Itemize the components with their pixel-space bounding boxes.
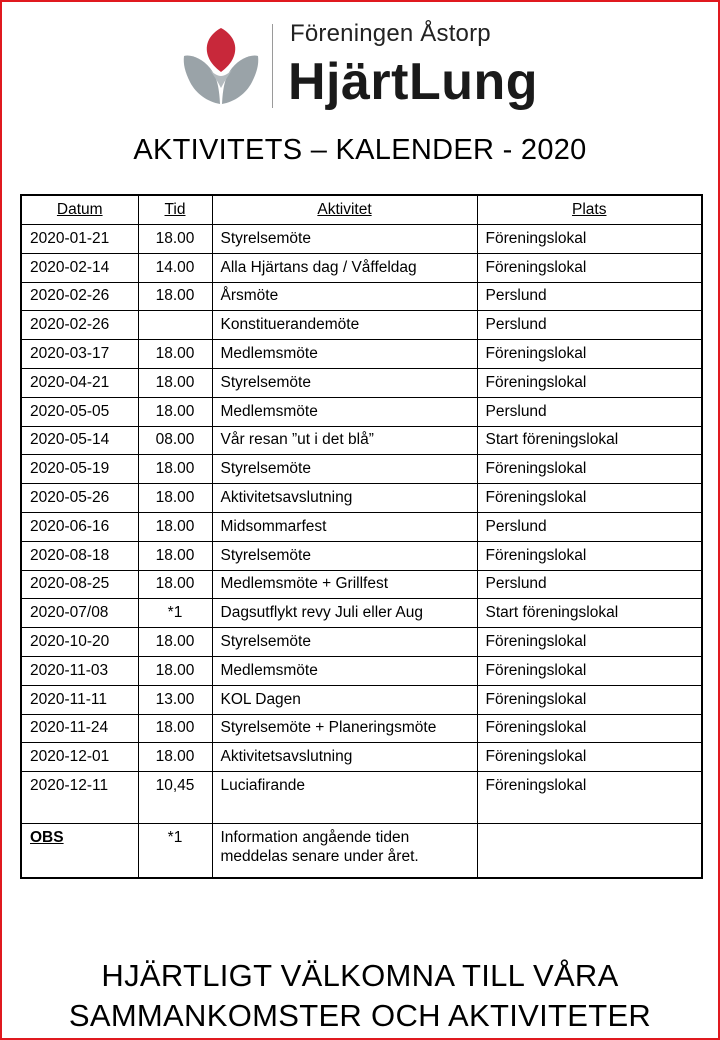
cell-aktivitet: Aktivitetsavslutning (212, 743, 477, 772)
table-row (21, 772, 702, 824)
table-row (21, 656, 702, 685)
table-row (21, 311, 702, 340)
footer-line1: HJÄRTLIGT VÄLKOMNA TILL VÅRA (101, 958, 619, 993)
table-row (21, 225, 702, 254)
obs-label-text: OBS (30, 829, 64, 847)
cell-tid: 18.00 (138, 541, 212, 570)
cell-plats: Start föreningslokal (477, 426, 702, 455)
cell-datum: 2020-08-25 (21, 570, 138, 599)
cell-aktivitet: Medlemsmöte (212, 397, 477, 426)
cell-tid (138, 311, 212, 340)
cell-tid: 18.00 (138, 484, 212, 513)
cell-aktivitet: Styrelsemöte (212, 628, 477, 657)
cell-datum: 2020-10-20 (21, 628, 138, 657)
table-row (21, 282, 702, 311)
cell-plats: Föreningslokal (477, 455, 702, 484)
cell-aktivitet: Luciafirande (212, 772, 477, 824)
cell-plats: Perslund (477, 397, 702, 426)
cell-tid: 18.00 (138, 628, 212, 657)
obs-row (21, 824, 702, 879)
cell-tid: 18.00 (138, 570, 212, 599)
activity-table (20, 194, 703, 879)
obs-note-line1: Information angående tiden (220, 829, 410, 847)
cell-plats: Föreningslokal (477, 714, 702, 743)
cell-tid: 18.00 (138, 512, 212, 541)
cell-aktivitet: Styrelsemöte (212, 541, 477, 570)
cell-datum: 2020-05-26 (21, 484, 138, 513)
cell-plats: Föreningslokal (477, 541, 702, 570)
cell-tid: 18.00 (138, 455, 212, 484)
cell-plats: Föreningslokal (477, 743, 702, 772)
table-header-row (21, 195, 702, 225)
cell-tid: 14.00 (138, 253, 212, 282)
cell-aktivitet: KOL Dagen (212, 685, 477, 714)
cell-datum: 2020-01-21 (21, 225, 138, 254)
header-tid: Tid (138, 195, 212, 225)
tulip-heart-icon (180, 20, 262, 108)
cell-aktivitet: Dagsutflykt revy Juli eller Aug (212, 599, 477, 628)
cell-plats: Föreningslokal (477, 685, 702, 714)
cell-plats: Perslund (477, 282, 702, 311)
cell-datum: 2020-05-05 (21, 397, 138, 426)
cell-aktivitet: Styrelsemöte + Planeringsmöte (212, 714, 477, 743)
logo (180, 16, 550, 112)
cell-datum: 2020-12-01 (21, 743, 138, 772)
cell-aktivitet: Midsommarfest (212, 512, 477, 541)
table-row (21, 570, 702, 599)
logo-divider (272, 24, 273, 108)
cell-plats: Perslund (477, 570, 702, 599)
cell-tid: 18.00 (138, 340, 212, 369)
cell-plats: Perslund (477, 311, 702, 340)
cell-plats: Föreningslokal (477, 340, 702, 369)
cell-tid: 10,45 (138, 772, 212, 824)
page-title: AKTIVITETS – KALENDER - 2020 (133, 134, 587, 166)
org-name: HjärtLung (288, 53, 539, 111)
cell-aktivitet: Medlemsmöte (212, 656, 477, 685)
table-row (21, 455, 702, 484)
table-row (21, 340, 702, 369)
cell-tid: 18.00 (138, 714, 212, 743)
header-aktivitet: Aktivitet (212, 195, 477, 225)
obs-tid: *1 (138, 824, 212, 879)
cell-aktivitet: Aktivitetsavslutning (212, 484, 477, 513)
cell-tid: *1 (138, 599, 212, 628)
cell-datum: 2020-02-14 (21, 253, 138, 282)
cell-plats: Perslund (477, 512, 702, 541)
welcome-footer (2, 956, 718, 1036)
cell-plats: Föreningslokal (477, 225, 702, 254)
cell-tid: 18.00 (138, 282, 212, 311)
cell-aktivitet: Styrelsemöte (212, 225, 477, 254)
cell-datum: 2020-11-11 (21, 685, 138, 714)
obs-label (21, 824, 138, 879)
cell-datum: 2020-07/08 (21, 599, 138, 628)
obs-plats (477, 824, 702, 879)
cell-datum: 2020-05-14 (21, 426, 138, 455)
table-row (21, 397, 702, 426)
cell-plats: Föreningslokal (477, 253, 702, 282)
cell-tid: 13.00 (138, 685, 212, 714)
cell-plats: Föreningslokal (477, 772, 702, 824)
table-row (21, 743, 702, 772)
table-row (21, 512, 702, 541)
cell-datum: 2020-02-26 (21, 282, 138, 311)
cell-aktivitet: Styrelsemöte (212, 368, 477, 397)
cell-tid: 18.00 (138, 368, 212, 397)
table-row (21, 368, 702, 397)
header-datum: Datum (21, 195, 138, 225)
obs-note (212, 824, 477, 879)
cell-aktivitet: Konstituerandemöte (212, 311, 477, 340)
header-plats: Plats (477, 195, 702, 225)
cell-datum: 2020-05-19 (21, 455, 138, 484)
cell-datum: 2020-12-11 (21, 772, 138, 824)
cell-datum: 2020-03-17 (21, 340, 138, 369)
table-row (21, 253, 702, 282)
org-subtitle: Föreningen Åstorp (290, 20, 491, 47)
cell-plats: Start föreningslokal (477, 599, 702, 628)
table-row (21, 685, 702, 714)
cell-tid: 08.00 (138, 426, 212, 455)
cell-plats: Föreningslokal (477, 628, 702, 657)
cell-tid: 18.00 (138, 656, 212, 685)
cell-aktivitet: Styrelsemöte (212, 455, 477, 484)
cell-datum: 2020-04-21 (21, 368, 138, 397)
cell-aktivitet: Medlemsmöte (212, 340, 477, 369)
cell-aktivitet: Medlemsmöte + Grillfest (212, 570, 477, 599)
cell-aktivitet: Alla Hjärtans dag / Våffeldag (212, 253, 477, 282)
obs-note-line2: meddelas senare under året. (220, 848, 419, 866)
table-row (21, 599, 702, 628)
table-row (21, 628, 702, 657)
cell-datum: 2020-11-24 (21, 714, 138, 743)
table-row (21, 426, 702, 455)
cell-datum: 2020-08-18 (21, 541, 138, 570)
cell-datum: 2020-06-16 (21, 512, 138, 541)
cell-aktivitet: Årsmöte (212, 282, 477, 311)
cell-datum: 2020-02-26 (21, 311, 138, 340)
cell-plats: Föreningslokal (477, 656, 702, 685)
cell-tid: 18.00 (138, 397, 212, 426)
table-row (21, 484, 702, 513)
cell-aktivitet: Vår resan ”ut i det blå” (212, 426, 477, 455)
cell-datum: 2020-11-03 (21, 656, 138, 685)
footer-line2: SAMMANKOMSTER OCH AKTIVITETER (68, 998, 652, 1033)
cell-plats: Föreningslokal (477, 484, 702, 513)
table-row (21, 714, 702, 743)
cell-tid: 18.00 (138, 743, 212, 772)
table-row (21, 541, 702, 570)
cell-tid: 18.00 (138, 225, 212, 254)
cell-plats: Föreningslokal (477, 368, 702, 397)
